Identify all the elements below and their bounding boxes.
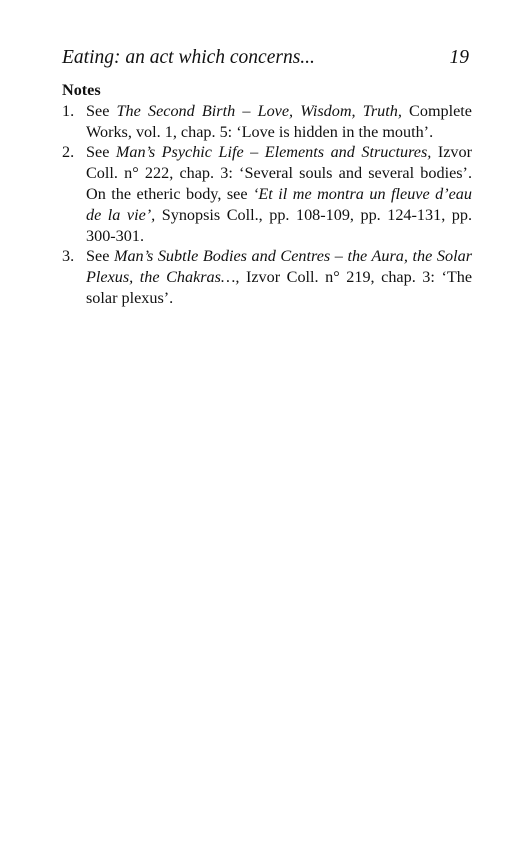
note-text-part: Izvor Coll. n° 222, chap. 3: ‘Several souls and several bodies’. On the etheric body, see xyxy=(86,143,472,203)
note-number: 3. xyxy=(62,247,75,266)
notes-section xyxy=(62,80,472,309)
note-item-3 xyxy=(62,246,472,308)
note-text xyxy=(86,102,472,141)
running-title: Eating: an act which concerns... xyxy=(62,47,315,68)
note-title-reference: Man’s Psychic Life – Elements and Structures, xyxy=(115,143,432,162)
note-text xyxy=(86,247,472,307)
note-text xyxy=(86,143,472,244)
note-title-reference: The Second Birth – Love, Wisdom, Truth, xyxy=(116,101,402,120)
note-text-part: See xyxy=(86,143,116,162)
note-text-part: Izvor Coll. n° 219, chap. 3: ‘The solar plexus’. xyxy=(86,268,473,307)
note-text-part: Synopsis Coll., pp. 108-109, pp. 124-131, pp. 300-301. xyxy=(86,205,472,245)
note-text-part: Complete Works, vol. 1, chap. 5: ‘Love is hidden in the mouth’. xyxy=(86,101,472,141)
note-number: 2. xyxy=(62,143,75,162)
note-title-reference: ‘Et il me montra un fleuve d’eau de la vie’, xyxy=(86,184,472,224)
note-title-reference: Man’s Subtle Bodies and Centres – the Aura, the Solar Plexus, the Chakras…, xyxy=(86,247,472,287)
note-text-part: See xyxy=(86,247,114,266)
running-header xyxy=(62,44,469,72)
note-text-part: See xyxy=(86,101,117,120)
note-item-1 xyxy=(62,101,472,143)
page-number: 19 xyxy=(449,47,469,68)
note-number: 1. xyxy=(62,101,75,120)
notes-heading: Notes xyxy=(62,81,101,99)
note-item-2 xyxy=(62,142,472,246)
